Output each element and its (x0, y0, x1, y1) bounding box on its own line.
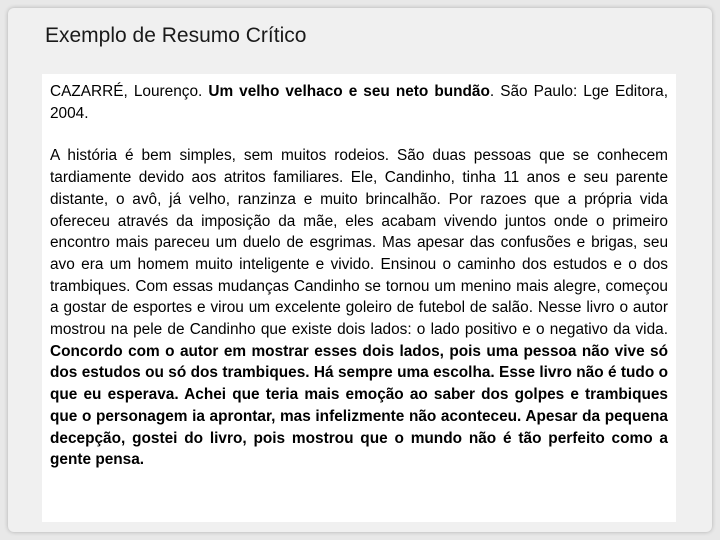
reference-author: CAZARRÉ, Lourenço. (50, 83, 203, 100)
bibliographic-reference (50, 81, 668, 124)
summary-critical-text: Concordo com o autor em mostrar esses dois lados, pois uma pessoa não vive só dos estudos ou só dos trambiques. Há sempre uma escolha. Esse livro não é tudo o que eu esperava. Achei que teria mais emoção ao saber dos golpes e trambiques que o personagem ia aprontar, mas infelizmente não aconteceu. Apesar da pequena decepção, gostei do livro, pois mostrou que o mundo não é tão perfeito como a gente pensa. (50, 342, 668, 469)
content-card (42, 74, 676, 522)
summary-paragraph (50, 145, 668, 471)
slide-title: Exemplo de Resumo Crítico (45, 24, 307, 47)
reference-publication: . São Paulo: Lge Editora, 2004. (50, 83, 669, 122)
summary-plain-text: A história é bem simples, sem muitos rodeios. São duas pessoas que se conhecem tardiamente devido aos atritos familiares. Ele, Candinho, tinha 11 anos e seu parente distante, o avô, já velho, ranzinza e muito brincalhão. Por razoes que a própria vida ofereceu através da imposição da mãe, eles acabam vivendo juntos onde o primeiro encontro mais pareceu um duelo de esgrimas. Mas apesar das confusões e brigas, seu avo era um homem muito inteligente e vivido. Ensinou o caminho dos estudos e o dos trambiques. Com essas mudanças Candinho se tornou um menino mais alegre, começou a gostar de esportes e virou um excelente goleiro de futebol de salão. Nesse livro o autor mostrou na pele de Candinho que existe dois lados: o lado positivo e o negativo da vida. (50, 147, 668, 339)
slide (8, 8, 712, 532)
reference-book-title: Um velho velhaco e seu neto bundão (208, 83, 490, 100)
